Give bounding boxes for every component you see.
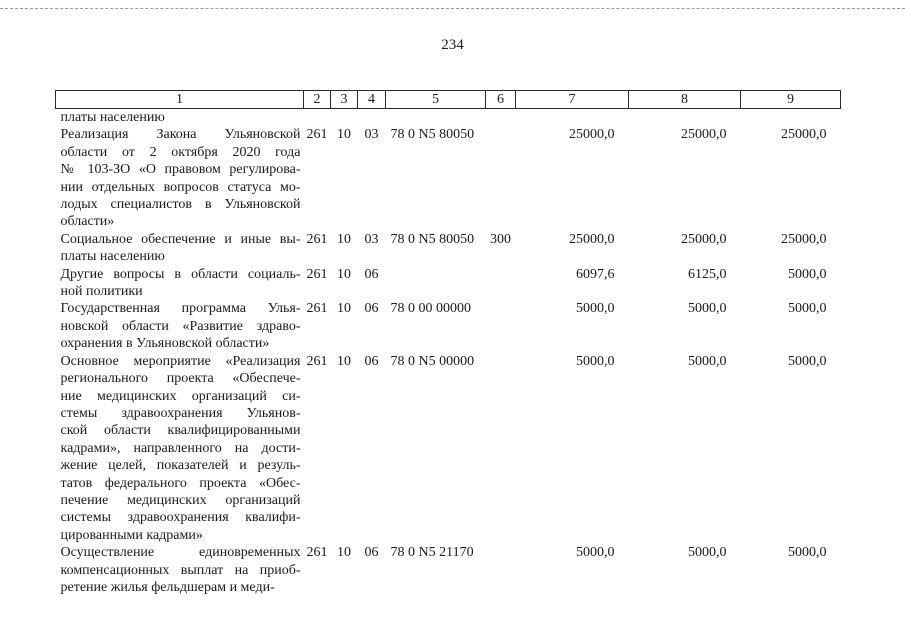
row-cell-c7: 6097,6 <box>576 266 615 282</box>
row-cell-c3: 10 <box>337 545 351 561</box>
row-name-line: печение медицинских организаций <box>60 492 301 508</box>
row-cell-c4: 06 <box>364 353 379 369</box>
row-cell-c6 <box>486 353 516 544</box>
row-cell-c4: 06 <box>364 266 379 282</box>
row-cell-c9: 5000,0 <box>788 353 827 369</box>
row-cell-c4: 03 <box>364 231 379 247</box>
row-name-line: ретение жилья фельдшерам и меди- <box>60 579 275 595</box>
header-col-4: 4 <box>358 91 386 109</box>
row-cell-c7: 5000,0 <box>576 301 615 317</box>
row-name-line: области от 2 октября 2020 года <box>60 144 301 160</box>
row-cell-c2: 261 <box>306 353 328 369</box>
table-body <box>56 109 841 597</box>
row-name-line: ние медицинских организаций си- <box>60 388 301 404</box>
row-name-line: ской области квалифицированными <box>60 423 301 439</box>
row-name-line: платы населению <box>60 110 165 125</box>
row-cell-c2: 261 <box>306 301 328 317</box>
row-cell-c8: 5000,0 <box>688 545 727 561</box>
row-name-line: новской области «Развитие здраво- <box>60 318 301 334</box>
row-cell-c9: 25000,0 <box>781 127 827 143</box>
row-name-line: татов федерального проекта «Обес- <box>60 475 301 491</box>
row-cell-c5 <box>386 109 486 127</box>
row-cell-c5: 78 0 N5 80050 <box>390 231 475 247</box>
row-name-line: жение целей, показателей и резуль- <box>60 458 301 474</box>
row-name-line: Социальное обеспечение и иные вы- <box>60 231 301 247</box>
row-cell-c3: 10 <box>337 266 351 282</box>
row-cell-c8 <box>629 109 741 127</box>
row-cell-c8: 5000,0 <box>688 301 727 317</box>
row-name-line: ной политики <box>60 284 143 300</box>
row-cell-c2: 261 <box>306 545 328 561</box>
row-name-line: Основное мероприятие «Реализация <box>60 353 301 369</box>
scan-edge-line <box>0 8 905 9</box>
row-cell-c6 <box>486 300 516 352</box>
row-name-line: Государственная программа Улья- <box>60 301 301 317</box>
table-header <box>56 91 841 109</box>
row-cell-c6 <box>486 126 516 230</box>
row-name-line: системы здравоохранения квалифи- <box>60 510 301 526</box>
row-name <box>56 300 304 352</box>
row-cell-c4: 06 <box>364 545 379 561</box>
table-row <box>56 353 841 544</box>
header-col-7: 7 <box>516 91 629 109</box>
row-cell-c7 <box>516 109 629 127</box>
row-cell-c8: 6125,0 <box>688 266 727 282</box>
row-name <box>56 231 304 266</box>
row-cell-c9: 25000,0 <box>781 231 827 247</box>
row-cell-c2 <box>304 109 331 127</box>
row-name <box>56 353 304 544</box>
header-col-8: 8 <box>629 91 741 109</box>
row-name-line: платы населению <box>60 249 165 265</box>
row-cell-c4: 03 <box>364 127 379 143</box>
page-number: 234 <box>441 37 464 53</box>
row-cell-c8: 5000,0 <box>688 353 727 369</box>
row-cell-c5: 78 0 N5 80050 <box>390 127 475 143</box>
header-col-6: 6 <box>486 91 516 109</box>
row-cell-c4: 06 <box>364 301 379 317</box>
row-name-line: кадрами», направленного на дости- <box>60 440 301 456</box>
row-cell-c9: 5000,0 <box>788 545 827 561</box>
row-name <box>56 126 304 230</box>
table-row <box>56 231 841 266</box>
row-cell-c3 <box>331 109 358 127</box>
header-col-2: 2 <box>304 91 331 109</box>
row-cell-c7: 25000,0 <box>569 231 615 247</box>
row-cell-c9: 5000,0 <box>788 266 827 282</box>
row-cell-c5: 78 0 N5 00000 <box>390 353 475 369</box>
row-cell-c2: 261 <box>306 127 328 143</box>
row-cell-c5: 78 0 00 00000 <box>390 301 471 317</box>
header-col-1: 1 <box>56 91 304 109</box>
table-row <box>56 300 841 352</box>
row-cell-c8: 25000,0 <box>681 127 727 143</box>
row-name-line: стемы здравоохранения Ульянов- <box>60 405 301 421</box>
row-cell-c6 <box>486 266 516 301</box>
row-cell-c7: 5000,0 <box>576 545 615 561</box>
row-cell-c3: 10 <box>337 231 351 247</box>
budget-table <box>55 90 841 596</box>
row-name-line: регионального проекта «Обеспече- <box>60 371 301 387</box>
row-name-line: Осуществление единовременных <box>60 545 301 561</box>
row-cell-c9 <box>741 109 841 127</box>
row-cell-c6 <box>486 544 516 596</box>
row-name-line: лодых специалистов в Ульяновской <box>60 197 301 213</box>
row-cell-c9: 5000,0 <box>788 301 827 317</box>
row-cell-c5: 78 0 N5 21170 <box>390 545 474 561</box>
row-name-line: цированными кадрами» <box>60 527 203 543</box>
table-row <box>56 126 841 230</box>
row-cell-c3: 10 <box>337 127 351 143</box>
header-col-5: 5 <box>386 91 486 109</box>
row-name <box>56 266 304 301</box>
row-cell-c4 <box>358 109 386 127</box>
row-cell-c8: 25000,0 <box>681 231 727 247</box>
row-name-line: Другие вопросы в области социаль- <box>60 266 301 282</box>
row-name-line: области» <box>60 214 115 230</box>
row-cell-c7: 25000,0 <box>569 127 615 143</box>
row-cell-c3: 10 <box>337 301 351 317</box>
row-name-line: охранения в Ульяновской области» <box>60 336 270 352</box>
row-name-line: № 103-ЗО «О правовом регулирова- <box>60 162 301 178</box>
row-name-line: компенсационных выплат на приоб- <box>60 562 301 578</box>
table-row <box>56 266 841 301</box>
header-col-3: 3 <box>331 91 358 109</box>
table-row <box>56 109 841 127</box>
row-name <box>56 544 304 596</box>
row-cell-c7: 5000,0 <box>576 353 615 369</box>
row-name-line: нии отдельных вопросов статуса мо- <box>60 179 301 195</box>
row-cell-c5 <box>386 266 486 301</box>
row-cell-c6 <box>486 109 516 127</box>
row-cell-c2: 261 <box>306 231 328 247</box>
row-name <box>56 109 304 127</box>
row-name-line: Реализация Закона Ульяновской <box>60 127 301 143</box>
row-cell-c2: 261 <box>306 266 328 282</box>
row-cell-c3: 10 <box>337 353 351 369</box>
table-row <box>56 544 841 596</box>
row-cell-c6: 300 <box>490 231 511 247</box>
header-col-9: 9 <box>741 91 841 109</box>
